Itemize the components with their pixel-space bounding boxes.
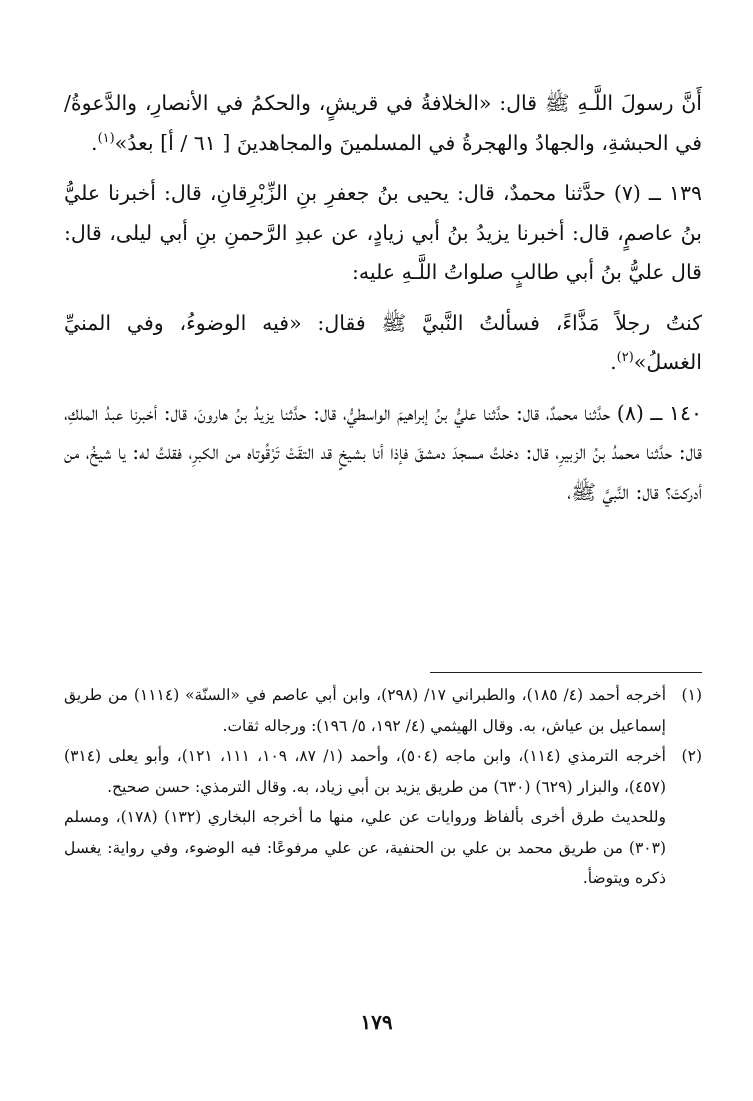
footnote-text: أخرجه أحمد (٤/ ١٨٥)، والطبراني ١٧/ (٢٩٨)، وابن أبي عاصم في «السنّة» (١١١٤) من طريق إسماعيل بن عياش، به. وقال الهيثمي (٤/ ١٩٢، ٥/ ١٩٦): ورجاله ثقات. (64, 686, 667, 735)
paragraph-hadith-139-isnad: ١٣٩ ــ (٧) حدَّثنا محمدٌ، قال: يحيى بنُ جعفرِ بنِ الزِّبْرِقانِ، قال: أخبرنا عليُّ بنُ عاصمٍ، قال: أخبرنا يزيدُ بنُ أبي زيادٍ، عن عبدِ الرَّحمنِ بنِ أبي ليلى، قال: قال عليُّ بنُ أبي طالبٍ صلواتُ اللَّـهِ عليه: (64, 181, 702, 284)
paragraph-hadith-caliphate: أَنَّ رسولَ اللَّـهِ ﷺ قال: «الخلافةُ في قريشٍ، والحكمُ في الأنصارِ، والدَّعوةُ/ في الحبشةِ، والجهادُ والهجرةُ في المسلمينَ والمجاهدينَ [ ٦١ / أ] بعدُ»$^{(١)}$. (64, 91, 702, 155)
footnote-2 (64, 741, 702, 894)
footnote-ref-2[interactable]: (٢) (616, 350, 634, 366)
footnote-ref-1[interactable]: (١) (97, 130, 115, 146)
page-number: ١٧٩ (360, 1010, 393, 1034)
footnote-text: أخرجه الترمذي (١١٤)، وابن ماجه (٥٠٤)، وأحمد (١/ ٨٧، ١٠٩، ١١١، ١٢١)، وأبو يعلى (٣١٤) (٤٥٧)، والبزار (٦٢٩) (٦٣٠) من طريق يزيد بن أبي زياد، به. وقال الترمذي: حسن صحيح. (64, 747, 666, 796)
footnote-1 (64, 680, 702, 741)
paragraph-hadith-139-matn: كنتُ رجلاً مَذَّاءً، فسألتُ النَّبيَّ ﷺ فقال: «فيه الوضوءُ، وفي المنيِّ الغسلُ»$^{(٢)}$. (64, 310, 702, 374)
footnote-divider (430, 672, 702, 673)
footnote-number: (٢) (681, 747, 702, 765)
footnote-text-continued: وللحديث طرق أخرى بألفاظ وروايات عن علي، منها ما أخرجه البخاري (١٣٢) (١٧٨)، ومسلم (٣٠٣) من طريق محمد بن علي بن الحنفية، عن علي مرفوعًا: فيه الوضوء، وفي رواية: يغسل ذكره ويتوضأ. (64, 808, 666, 887)
paragraph-hadith-140: ١٤٠ ــ (٨) حدَّثنا محمدٌ، قال: حدَّثنا عليُّ بنُ إبراهيمَ الواسطيُّ، قال: حدَّثنا يزيدُ بنُ هارونَ، قال: أخبرنا عبدُ الملكِ، قال: حدَّثنا محمدُ بنُ الزبيرِ، قال: دخلتُ مسجدَ دمشقَ فإذا أنا بشيخٍ قد التقَتْ تَرْقُوتاه من الكبرِ، فقلتُ له: يا شيخُ، من أدركتَ؟ قال: النَّبيَّ ﷺ، (63, 400, 703, 504)
footnote-number: (١) (681, 686, 702, 704)
main-text (64, 84, 702, 512)
footnotes (64, 680, 702, 894)
